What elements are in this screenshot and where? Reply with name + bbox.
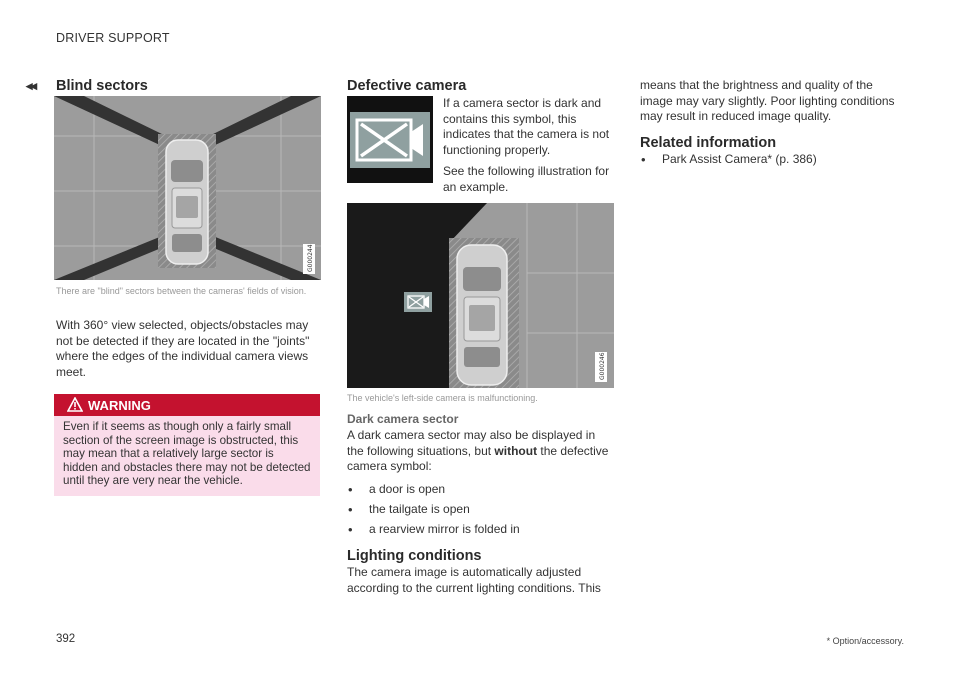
continued-paragraph: means that the brightness and quality of the image may vary slightly. Poor lighting conditions may result in reduced image quality. [640,78,895,123]
section-title: DRIVER SUPPORT [56,31,170,45]
heading-defective-camera: Defective camera [347,78,467,94]
defective-camera-figure [347,203,614,388]
list-item: • a door is open [347,482,615,502]
intro-paragraph: If a camera sector is dark and contains this symbol, this indicates that the camera is not functioning properly. [443,96,610,157]
list-item: • the tailgate is open [347,502,615,522]
blind-sectors-figure [54,96,321,280]
dark-sector-paragraph [347,428,615,475]
figure-caption: There are "blind" sectors between the cameras' fields of vision. [56,286,307,296]
warning-text: Even if it seems as though only a fairly small section of the screen image is obstructed, this may mean that a relatively large sector is hidden and obstacles there may not be detected until they are very near the vehicle. [63,420,311,488]
defective-camera-symbol [404,292,432,312]
warning-header [54,394,320,416]
subheading-dark-sector: Dark camera sector [347,412,459,426]
figure-id-label: G000246 [599,352,606,380]
body-paragraph: With 360° view selected, objects/obstacles may not be detected if they are located in the "joints" where the edges of the individual camera views meet. [56,318,310,379]
chevron-left-double-icon: ◂◂ [26,78,36,93]
page-number: 392 [56,633,76,645]
figure-id-label: G000244 [307,244,314,272]
lighting-paragraph: The camera image is automatically adjusted according to the current lighting conditions. This [347,565,601,595]
heading-blind-sectors: Blind sectors [56,78,148,94]
warning-box [54,416,320,496]
heading-lighting-conditions: Lighting conditions [347,548,482,564]
figure-caption: The vehicle's left-side camera is malfunctioning. [347,393,538,403]
text-part: the defective camera symbol: [347,443,609,473]
bullet-list [347,482,615,542]
related-link[interactable]: • Park Assist Camera* (p. 386) [640,152,902,172]
warning-triangle-icon [67,397,83,415]
defective-camera-icon [347,96,433,183]
footnote: * Option/accessory. [826,636,904,646]
intro-paragraph-2: See the following illustration for an example. [443,164,610,194]
related-list [640,152,902,172]
heading-related-info: Related information [640,135,777,151]
text-emphasis: without [494,443,538,458]
list-item: • a rearview mirror is folded in [347,522,615,542]
warning-title: WARNING [88,398,151,413]
text-part: A dark camera sector may also be displayed in the following situations, but [347,428,596,458]
